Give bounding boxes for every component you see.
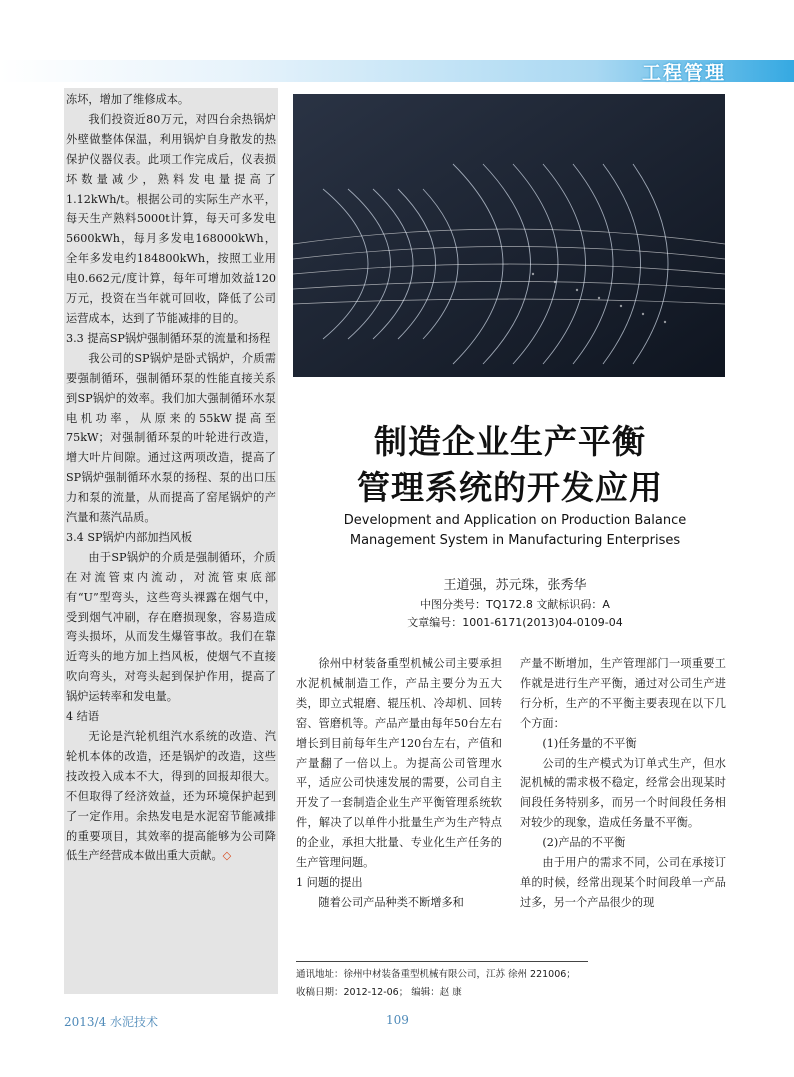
right-paragraph-1: 产量不断增加，生产管理部门一项重要工作就是进行生产平衡，通过对公司生产进行分析，生产的不平衡主要表现在以下几个方面： (520, 657, 726, 730)
left-paragraph-4: 由于SP锅炉的介质是强制循环，介质在对流管束内流动，对流管束底部有“U”型弯头，这些弯头裸露在烟气中，受到烟气冲刷，存在磨损现象，容易造成弯头损坏，从而发生爆管事故。我们在靠近弯头的地方加上挡风板，使烟气不直接吹向弯头，对弯头起到保护作用，提高了锅炉运转率和发电量。 (66, 550, 276, 704)
left-column (66, 90, 276, 866)
section-heading-3-3: 3.3 提高SP锅炉强制循环泵的流量和扬程 (66, 331, 271, 345)
english-title-line-2: Management System in Manufacturing Enterprises (349, 533, 681, 548)
section-heading-4: 4 结语 (66, 710, 100, 724)
article-number: 文章编号：1001-6171(2013)04-0109-04 (407, 616, 623, 629)
journal-footer: 2013/4 水泥技术 (64, 1015, 159, 1029)
authors: 王道强，苏元珠，张秀华 (443, 578, 587, 593)
classification-code: 中图分类号：TQ172.8 文献标识码：A (420, 598, 610, 611)
section-heading-3-4: 3.4 SP锅炉内部加挡风板 (66, 530, 193, 544)
hero-image (293, 94, 725, 377)
subheading-product-imbalance: (2)产品的不平衡 (542, 836, 626, 850)
right-paragraph-2: 公司的生产模式为订单式生产，但水泥机械的需求极不稳定，经常会出现某时间段任务特别多，而另一个时间段任务相对较少的现象，造成任务量不平衡。 (520, 756, 726, 830)
middle-column (296, 654, 502, 913)
left-paragraph-3: 我公司的SP锅炉是卧式锅炉，介质需要强制循环，强制循环泵的性能直接关系到SP锅炉的效率。我们加大强制循环水泵电机功率，从原来的55kW提高至75kW；对强制循环泵的叶轮进行改造，增大叶片间隙。通过这两项改造，提高了SP锅炉强制循环水泵的扬程、泵的出口压力和泵的流量，从而提高了窑尾锅炉的产汽量和蒸汽品质。 (66, 351, 276, 525)
left-paragraph-5 (66, 727, 276, 866)
article-title-line-1: 制造企业生产平衡 (374, 422, 646, 461)
footnote-dates: 收稿日期：2012-12-06； 编辑：赵 康 (296, 987, 462, 998)
article-title-line-2: 管理系统的开发应用 (357, 468, 663, 507)
english-title-line-1: Development and Application on Production Balance (343, 513, 687, 528)
end-mark-icon: ◇ (222, 848, 232, 863)
section-title: 工程管理 (641, 62, 726, 84)
page-number: 109 (386, 1013, 409, 1027)
middle-paragraph-1: 徐州中材装备重型机械公司主要承担水泥机械制造工作，产品主要分为五大类，即立式辊磨、辊压机、冷却机、回转窑、管磨机等。产品产量由每年50台左右增长到目前每年生产120台左右，产值和产量翻了一倍以上。为提高公司管理水平，适应公司快速发展的需要，公司自主开发了一套制造企业生产平衡管理系统软件，解决了以单件小批量生产为生产特点的企业，承担大批量、专业化生产任务的生产管理问题。 (296, 657, 502, 870)
middle-paragraph-2: 随着公司产品种类不断增多和 (318, 895, 464, 909)
abstract-wave-graphic (293, 94, 725, 377)
footnote-address: 通讯地址：徐州中材装备重型机械有限公司，江苏 徐州 221006； (296, 969, 576, 980)
left-paragraph-2: 我们投资近80万元，对四台余热锅炉外壁做整体保温，利用锅炉自身散发的热保护仪器仪表。此项工作完成后，仪表损坏数量减少，熟料发电量提高了1.12kWh/t。根据公司的实际生产水平，每天生产熟料5000t计算，每天可多发电5600kWh，每月多发电168000kWh，全年多发电约184800kWh，按照工业用电0.662元/度计算，每年可增加效益120万元，投资在当年就可回收，降低了公司运营成本，达到了节能减排的目的。 (66, 112, 276, 325)
left-paragraph-1: 冻坏，增加了维修成本。 (66, 93, 190, 106)
conclusion-text: 无论是汽轮机组汽水系统的改造、汽轮机本体的改造，还是锅炉的改造，这些技改投入成本不大，得到的回报却很大。不但取得了经济效益，还为环境保护起到了一定作用。余热发电是水泥窑节能减排的重要项目，其效率的提高能够为公司降低生产经营成本做出重大贡献。 (66, 730, 276, 863)
right-column (520, 654, 726, 913)
section-heading-1: 1 问题的提出 (296, 875, 363, 889)
right-paragraph-3: 由于用户的需求不同，公司在承接订单的时候，经常出现某个时间段单一产品过多，另一个产品很少的现 (520, 856, 726, 909)
footnote-divider (296, 961, 588, 962)
subheading-task-imbalance: (1)任务量的不平衡 (542, 736, 637, 750)
